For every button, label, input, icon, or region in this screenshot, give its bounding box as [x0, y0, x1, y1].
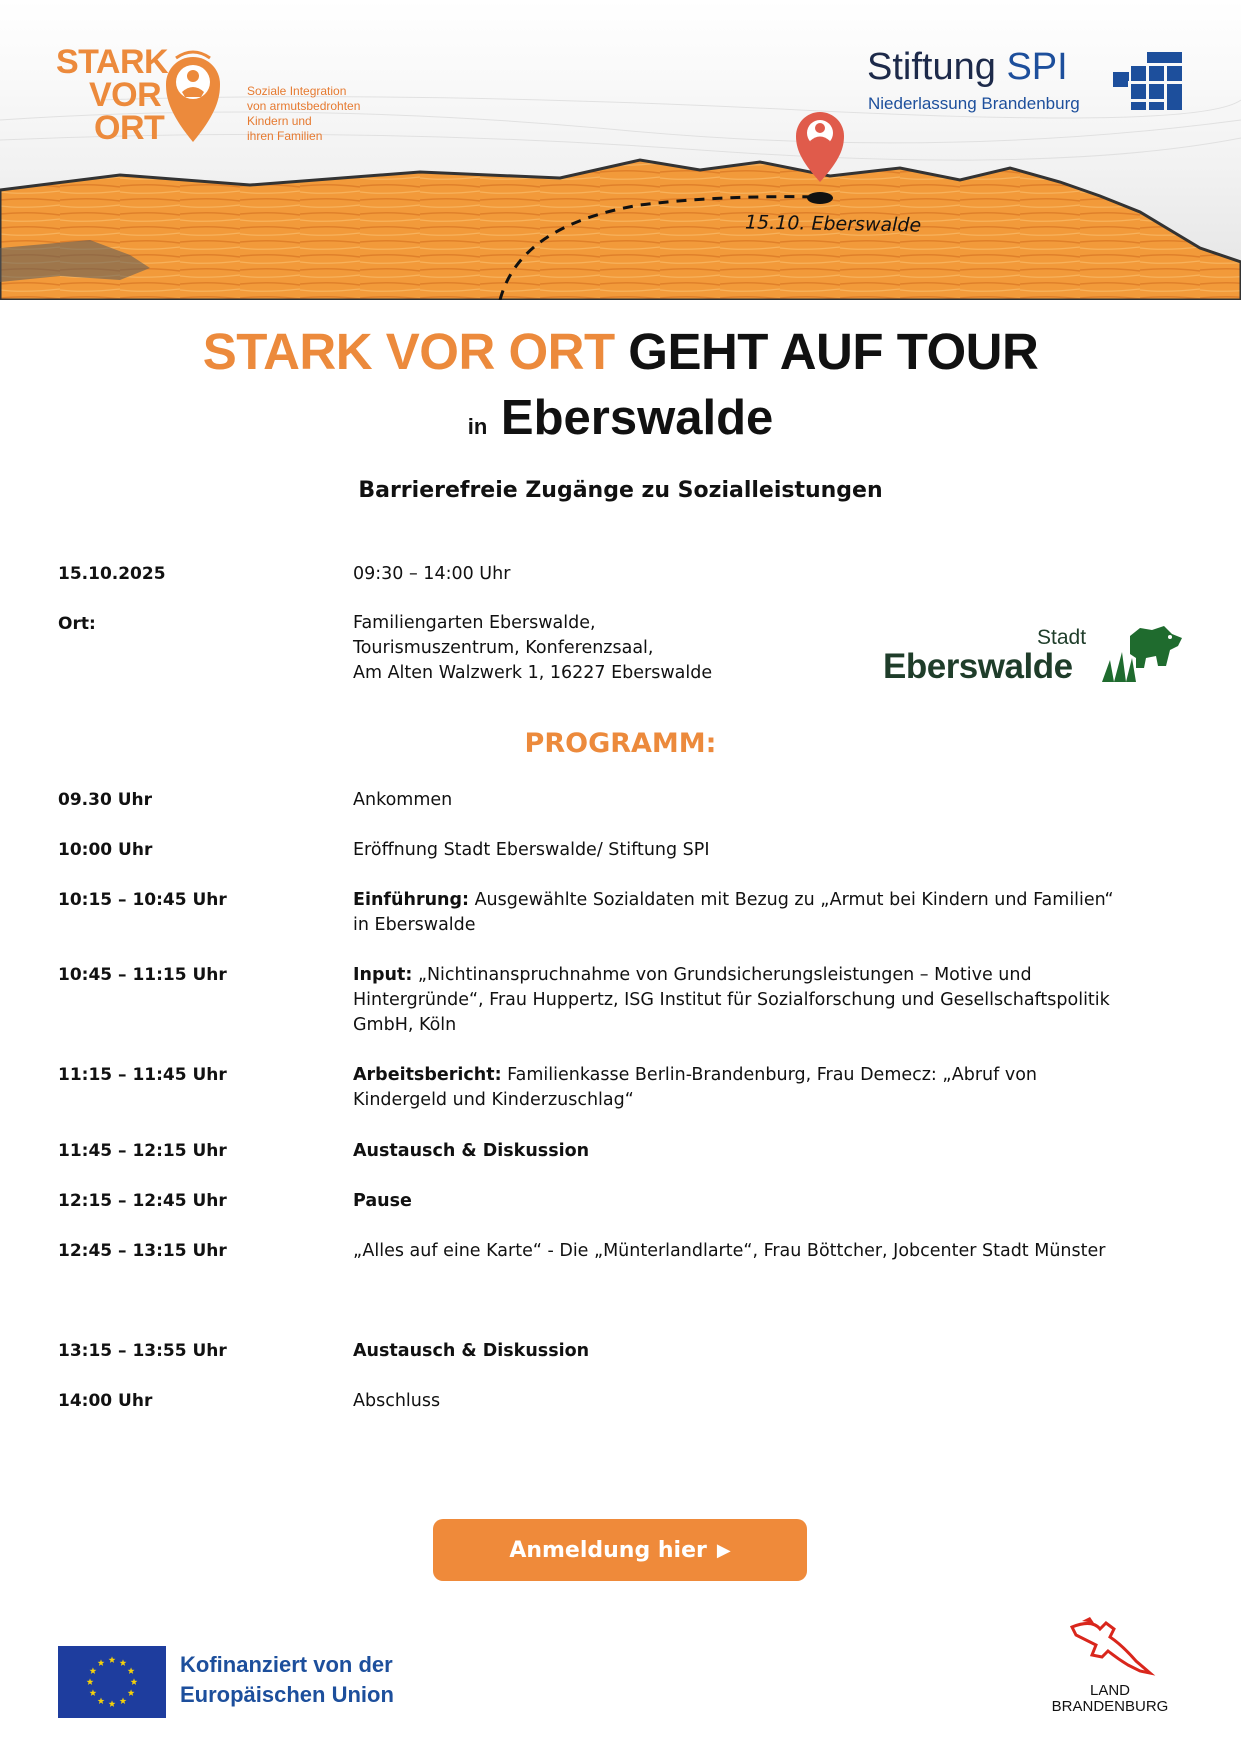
program-time: 12:45 – 13:15 Uhr	[58, 1241, 227, 1261]
event-date: 15.10.2025	[58, 564, 166, 584]
program-description	[353, 888, 1133, 938]
program-heading: PROGRAMM:	[524, 728, 717, 759]
program-time: 10:00 Uhr	[58, 840, 153, 860]
program-description-bold: Austausch & Diskussion	[353, 1341, 590, 1361]
play-arrow-icon: ▶	[716, 1539, 731, 1561]
title-highlight: STARK VOR ORT	[202, 323, 615, 380]
program-description-text: Ankommen	[353, 790, 453, 810]
title-city-name: Eberswalde	[500, 391, 774, 445]
spi-subtitle: Niederlassung Brandenburg	[868, 94, 1080, 113]
program-time: 10:45 – 11:15 Uhr	[58, 965, 227, 985]
eu-text-line: Europäischen Union	[180, 1682, 394, 1707]
program-time: 11:15 – 11:45 Uhr	[58, 1065, 227, 1085]
program-time: 13:15 – 13:55 Uhr	[58, 1341, 227, 1361]
red-eagle-icon	[1062, 1615, 1162, 1681]
eberswalde-logo	[883, 622, 1183, 684]
location-label: Ort:	[58, 614, 96, 634]
program-description-text: Abschluss	[353, 1391, 441, 1411]
program-description-text: Eröffnung Stadt Eberswalde/ Stiftung SPI	[353, 840, 710, 860]
logo-subtitle-line: ihren Familien	[247, 129, 323, 143]
header-banner	[0, 0, 1241, 300]
title-city	[0, 390, 1241, 446]
program-description	[353, 788, 1133, 813]
eu-flag-icon	[58, 1646, 166, 1718]
bb-text-line: BRANDENBURG	[1051, 1698, 1169, 1715]
program-description-bold: Pause	[353, 1191, 412, 1211]
spi-title-prefix: Stiftung	[867, 46, 996, 88]
subtitle: Barrierefreie Zugänge zu Sozialleistungen	[358, 478, 883, 503]
logo-subtitle-line: von armutsbedrohten	[247, 99, 361, 113]
program-description-text: „Nichtinanspruchnahme von Grundsicherungsleistungen – Motive und Hintergründe“, Frau Huppertz, ISG Institut für Sozialforschung und Gesellschaftspolitik GmbH, Köln	[353, 965, 1110, 1035]
program-description-bold: Einführung:	[353, 890, 470, 910]
eu-text-line: Kofinanziert von der	[180, 1652, 393, 1677]
logo-subtitle-line: Kindern und	[247, 114, 312, 128]
program-description-bold: Austausch & Diskussion	[353, 1141, 590, 1161]
program-description-text: Ausgewählte Sozialdaten mit Bezug zu „Armut bei Kindern und Familien“ in Eberswalde	[353, 890, 1114, 935]
program-time: 10:15 – 10:45 Uhr	[58, 890, 227, 910]
land-brandenburg-logo	[1040, 1615, 1180, 1715]
logo-line-2: VOR	[89, 76, 162, 114]
program-description-bold: Input:	[353, 965, 413, 985]
program-description-text: Familienkasse Berlin-Brandenburg, Frau Demecz: „Abruf von Kindergeld und Kinderzuschlag“	[353, 1065, 1038, 1110]
program-description-bold: Arbeitsbericht:	[353, 1065, 502, 1085]
event-time: 09:30 – 14:00 Uhr	[353, 564, 511, 584]
program-time: 11:45 – 12:15 Uhr	[58, 1141, 227, 1161]
eberswalde-logo-text: Eberswalde	[883, 647, 1073, 686]
map-label: 15.10. Eberswalde	[744, 211, 922, 237]
address-line: Familiengarten Eberswalde,	[353, 613, 596, 633]
spi-title-accent: SPI	[1006, 46, 1068, 88]
program-time: 09.30 Uhr	[58, 790, 152, 810]
program-description	[353, 1139, 1133, 1164]
eu-cofunding-text	[180, 1650, 394, 1710]
land-brandenburg-text	[1040, 1683, 1180, 1715]
program-description	[353, 838, 1133, 863]
program-description	[353, 1189, 1133, 1214]
title-prefix: in	[467, 414, 488, 439]
program-time: 12:15 – 12:45 Uhr	[58, 1191, 227, 1211]
eberswalde-logo-small: Stadt	[1037, 626, 1087, 649]
register-label: Anmeldung hier	[509, 1537, 707, 1563]
address-line: Tourismuszentrum, Konferenzsaal,	[353, 638, 654, 658]
program-description	[353, 963, 1133, 1038]
program-description	[353, 1063, 1133, 1113]
title-rest: GEHT AUF TOUR	[628, 323, 1039, 380]
logo-subtitle	[247, 84, 360, 144]
boar-icon	[1100, 622, 1184, 684]
program-description	[353, 1389, 1133, 1414]
address-line: Am Alten Walzwerk 1, 16227 Eberswalde	[353, 663, 713, 683]
page-title	[0, 322, 1241, 381]
program-description-text: „Alles auf eine Karte“ - Die „Münterlandlarte“, Frau Böttcher, Jobcenter Stadt Münster	[353, 1241, 1106, 1261]
logo-line-1: STARK	[56, 43, 169, 81]
program-description	[353, 1239, 1133, 1264]
bb-text-line: LAND	[1089, 1682, 1130, 1699]
register-button[interactable]	[433, 1519, 807, 1581]
logo-line-3: ORT	[94, 109, 165, 147]
map-illustration	[0, 0, 1241, 300]
program-time: 14:00 Uhr	[58, 1391, 153, 1411]
spi-title	[867, 46, 1068, 89]
logo-subtitle-line: Soziale Integration	[247, 84, 347, 98]
program-description	[353, 1339, 1133, 1364]
stark-vor-ort-logo	[56, 43, 169, 147]
